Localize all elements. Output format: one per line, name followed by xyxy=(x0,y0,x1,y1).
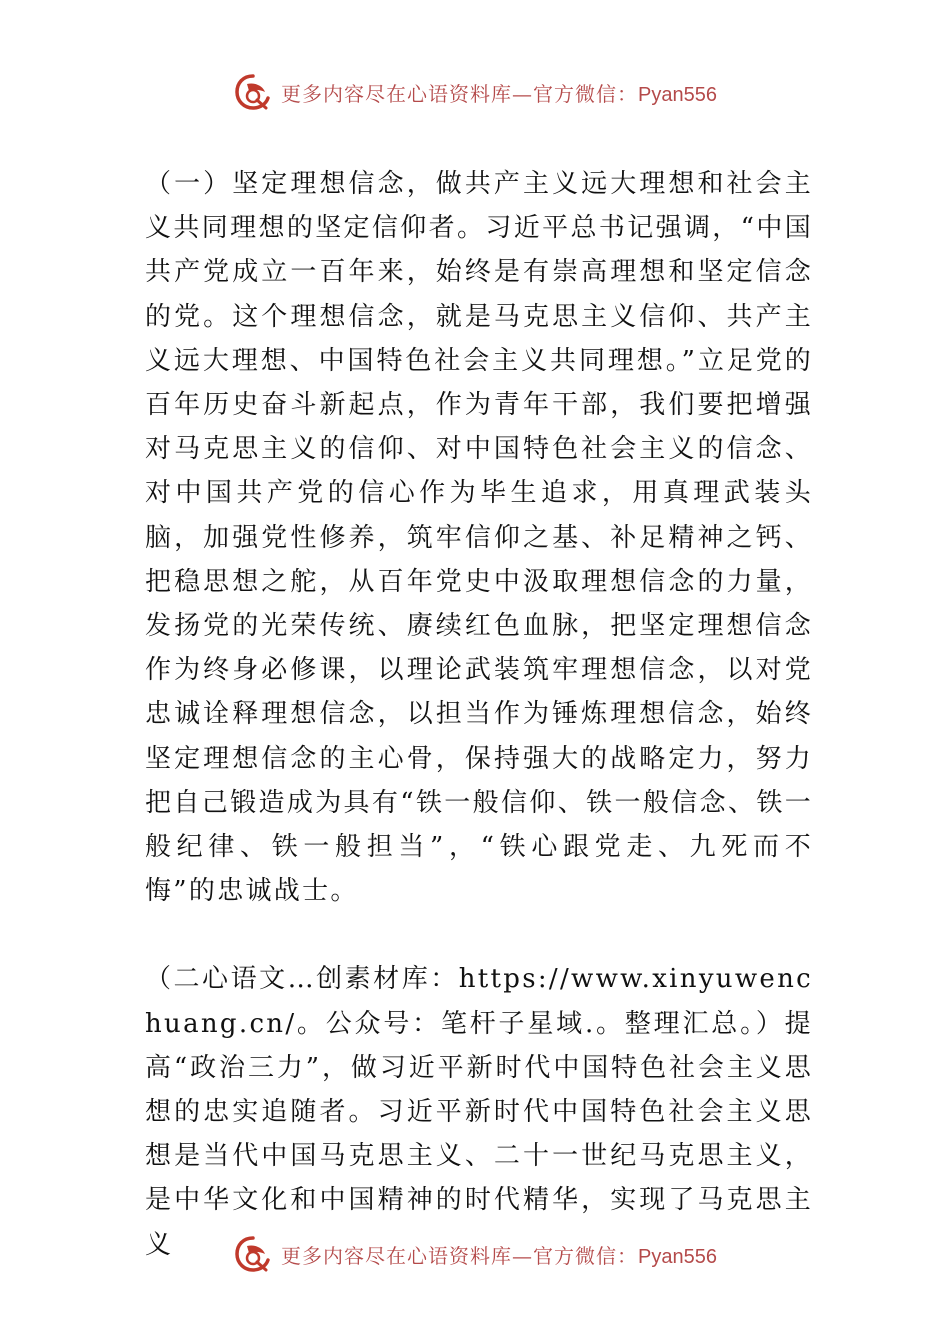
footer-banner-text xyxy=(281,1240,717,1269)
header-banner-text xyxy=(281,78,717,107)
paragraph-1: （一）坚定理想信念，做共产主义远大理想和社会主义共同理想的坚定信仰者。习近平总书记强调，“中国共产党成立一百年来，始终是有崇高理想和坚定信念的党。这个理想信念，就是马克思主义信仰、共产主义远大理想、中国特色社会主义共同理想。”立足党的百年历史奋斗新起点，作为青年干部，我们要把增强对马克思主义的信仰、对中国特色社会主义的信念、对中国共产党的信心作为毕生追求，用真理武装头脑，加强党性修养，筑牢信仰之基、补足精神之钙、把稳思想之舵，从百年党史中汲取理想信念的力量，发扬党的光荣传统、赓续红色血脉，把坚定理想信念作为终身必修课，以理论武装筑牢理想信念，以对党忠诚诠释理想信念，以担当作为锤炼理想信念，始终坚定理想信念的主心骨，保持强大的战略定力，努力把自己锻造成为具有“铁一般信仰、铁一般信念、铁一般纪律、铁一般担当”，“铁心跟党走、九死而不悔”的忠诚战士。 xyxy=(145,169,813,907)
document-body xyxy=(145,162,813,1267)
header-banner xyxy=(0,70,950,114)
footer-wechat-id: Pyan556 xyxy=(638,1245,717,1268)
footer-banner xyxy=(0,1232,950,1276)
brush-circle-logo-icon xyxy=(233,72,273,112)
brush-circle-logo-icon xyxy=(233,1234,273,1274)
header-banner-label: 更多内容尽在心语资料库—官方微信： xyxy=(281,81,639,106)
header-wechat-id: Pyan556 xyxy=(638,83,717,106)
paragraph-2: （二心语文…创素材库：https://www.xinyuwenchuang.cn/。公众号：笔杆子星域.。整理汇总。）提高“政治三力”，做习近平新时代中国特色社会主义思想的忠实追随者。习近平新时代中国特色社会主义思想是当代中国马克思主义、二十一世纪马克思主义， 是中华文化和中国精神的时代精华，实现了马克思主义 xyxy=(145,964,813,1260)
footer-banner-label: 更多内容尽在心语资料库—官方微信： xyxy=(281,1243,639,1268)
